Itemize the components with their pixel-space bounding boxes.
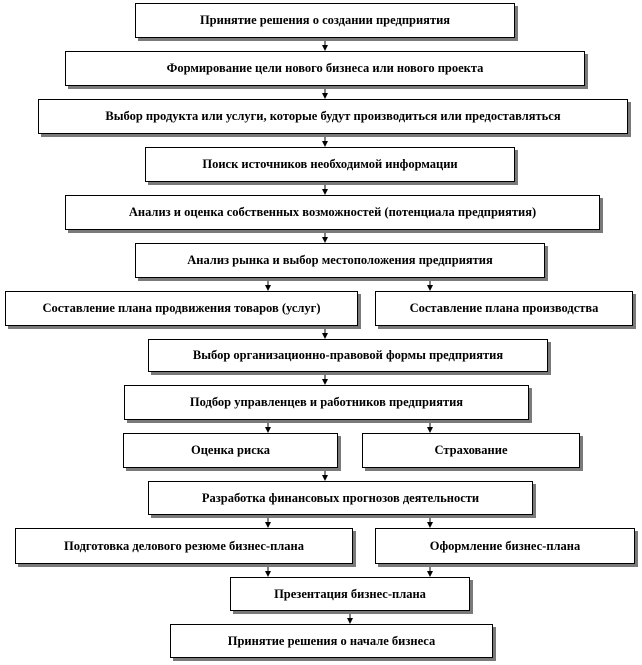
step-label: Страхование: [434, 443, 508, 457]
step-label: Принятие решения о создании предприятия: [199, 13, 451, 27]
step-plan-presentation: [230, 577, 470, 611]
step-capability-analysis: [65, 195, 600, 230]
step-production-plan: [375, 291, 633, 326]
step-label: Выбор продукта или услуги, которые будут производиться или предоставляться: [105, 109, 561, 123]
step-label: Составление плана производства: [409, 301, 599, 315]
step-label: Разработка финансовых прогнозов деятельности: [201, 490, 480, 505]
step-label: Подбор управленцев и работников предприятия: [189, 395, 464, 409]
step-plan-formatting: [375, 528, 635, 564]
step-business-goal: [65, 51, 585, 86]
step-insurance: [362, 433, 580, 468]
step-label: Подготовка делового резюме бизнес-плана: [63, 538, 305, 553]
step-label: Выбор организационно-правовой формы предприятия: [192, 348, 504, 362]
step-label: Оценка риска: [190, 443, 271, 457]
step-financial-forecast: [148, 481, 533, 515]
step-label: Формирование цели нового бизнеса или нового проекта: [166, 61, 484, 75]
step-decision-start: [170, 624, 493, 658]
step-executive-summary: [15, 528, 353, 564]
step-label: Составление плана продвижения товаров (услуг): [42, 301, 321, 315]
step-market-analysis: [135, 243, 545, 278]
step-label: Презентация бизнес-плана: [274, 586, 426, 601]
step-decision-create: [135, 3, 515, 38]
step-staff-selection: [124, 385, 529, 420]
step-label: Анализ и оценка собственных возможностей (потенциала предприятия): [128, 205, 537, 219]
step-choose-product: [38, 99, 628, 134]
step-info-sources: [145, 147, 515, 182]
step-label: Анализ рынка и выбор местоположения предприятия: [187, 253, 493, 267]
step-label: Поиск источников необходимой информации: [202, 157, 458, 171]
step-label: Оформление бизнес-плана: [429, 538, 581, 553]
step-promotion-plan: [5, 291, 358, 326]
step-legal-form: [148, 339, 548, 372]
step-label: Принятие решения о начале бизнеса: [227, 633, 436, 648]
step-risk-assessment: [123, 433, 338, 468]
